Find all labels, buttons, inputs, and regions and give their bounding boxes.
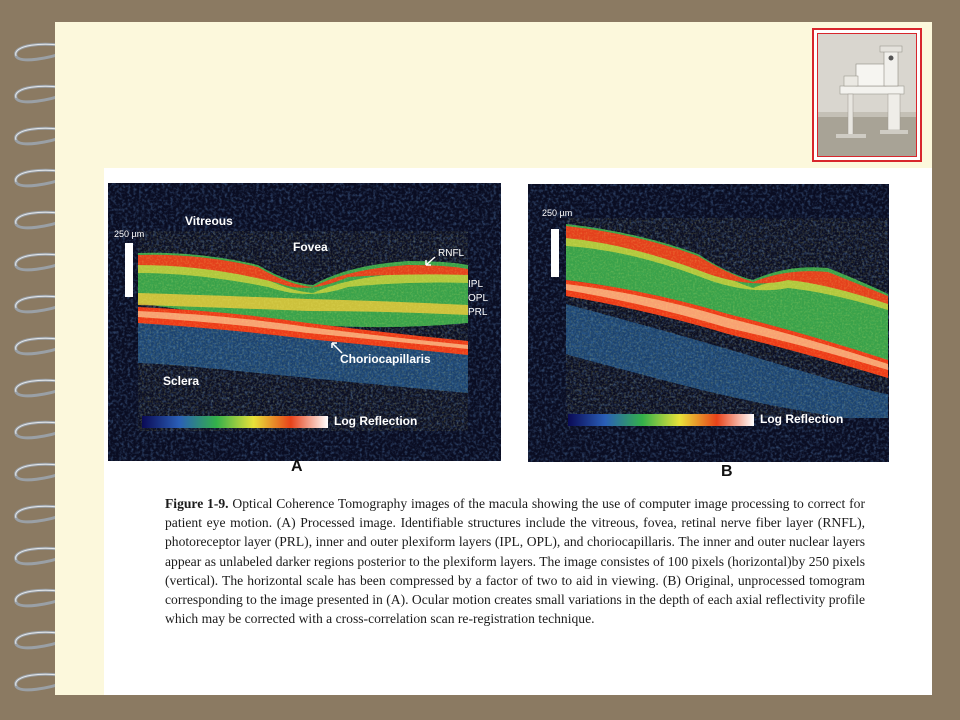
panel-b-letter: B xyxy=(721,463,733,480)
label-fovea: Fovea xyxy=(293,240,328,254)
panel-a-letter: A xyxy=(291,458,303,475)
label-rnfl: RNFL xyxy=(438,248,465,259)
log-reflection-label-a: Log Reflection xyxy=(334,414,418,428)
oct-machine-icon xyxy=(818,34,917,157)
scale-label-b: 250 µm xyxy=(542,208,573,218)
oct-machine-photo xyxy=(812,28,922,162)
oct-figure xyxy=(104,168,932,695)
label-choriocapillaris: Choriocapillaris xyxy=(340,352,431,366)
label-vitreous: Vitreous xyxy=(185,214,233,228)
label-prl: PRL xyxy=(468,307,488,318)
figure-caption xyxy=(165,494,865,628)
oct-panel-b xyxy=(528,184,889,462)
caption-text: Optical Coherence Tomography images of the macula showing the use of computer image processing to correct for patient eye motion. (A) Processed image. Identifiable structures include the vitreous, fovea, retinal nerve fiber layer (RNFL), photoreceptor layer (PRL), inner and outer plexiform layers (IPL, OPL), and choriocapillaris. The inner and outer nuclear layers appear as unlabeled darker regions posterior to the plexiform layers. The image consistes of 100 pixels (horizontal)by 250 pixels (vertical). The horizontal scale has been compressed by a factor of two to aid in viewing. (B) Original, unprocessed tomogram corresponding to the image presented in (A). Ocular motion creates small variations in the depth of each axial reflectivity profile which may be corrected with a cross-correlation scan re-registration technique. xyxy=(165,496,865,627)
label-opl: OPL xyxy=(468,293,489,304)
figure-label: Figure 1-9. xyxy=(165,496,229,511)
label-sclera: Sclera xyxy=(163,374,200,388)
oct-image-a xyxy=(108,183,501,461)
oct-panel-a xyxy=(108,183,501,461)
log-reflection-label-b: Log Reflection xyxy=(760,412,844,426)
scale-label-a: 250 µm xyxy=(114,229,145,239)
label-ipl: IPL xyxy=(468,279,484,290)
